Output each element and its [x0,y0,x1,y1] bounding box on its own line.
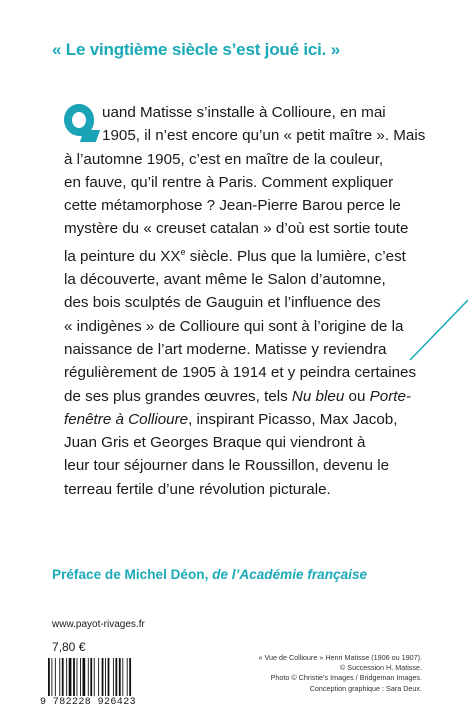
credit-line: Conception graphique : Sara Deux. [309,683,422,693]
blurb-line: en fauve, qu’il rentre à Paris. Comment expliquer [64,173,394,191]
superscript: e [180,246,186,257]
blurb-line: leur tour séjourner dans le Roussillon, devenu le [64,457,390,475]
publisher-url[interactable]: www.payot-rivages.fr [52,619,145,630]
blurb-line: des bois sculptés de Gauguin et l’influence des [64,294,381,312]
blurb-line: fenêtre à Collioure, inspirant Picasso, Max Jacob, [64,410,398,428]
blurb-line: « indigènes » de Collioure qui sont à l’origine de la [64,317,404,335]
work-title: Porte- [369,387,411,405]
blurb-line: uand Matisse s’installe à Collioure, en mai [102,104,386,121]
blurb-line: de ses plus grandes œuvres, tels Nu bleu ou Porte- [64,387,411,405]
barcode-digits: 9 782228 926423 [40,697,156,708]
blurb-line: Juan Gris et Georges Braque qui viendront à [64,434,366,452]
work-title: Nu bleu [291,387,345,405]
blurb-line: terreau fertile d’une révolution picturale. [64,480,331,498]
blurb-line: régulièrement de 1905 à 1914 et y peindra certaines [64,364,417,382]
price: 7,80 € [52,640,86,654]
work-title: fenêtre à Collioure [64,410,189,428]
blurb-line: la découverte, avant même le Salon d’automne, [64,271,386,289]
blurb-line: la peinture du XXe siècle. Plus que la lumière, c’est [64,246,406,265]
blurb-line: naissance de l’art moderne. Matisse y reviendra [64,340,387,358]
blurb-line: cette métamorphose ? Jean-Pierre Barou perce le [64,197,401,215]
credit-line: © Succession H. Matisse. [340,663,422,673]
image-credits [242,653,422,694]
blurb-line: mystère du « creuset catalan » d’où est sortie toute [64,220,409,238]
credit-line: Photo © Christie’s Images / Bridgeman Images. [270,673,422,683]
credit-line: « Vue de Collioure » Henri Matisse (1906 ou 1907). [258,653,422,662]
preface-credit: Préface de Michel Déon, de l’Académie française [52,567,368,582]
blurb-line: à l’automne 1905, c’est en maître de la couleur, [64,150,384,168]
headline-quote: « Le vingtième siècle s’est joué ici. » [52,40,340,59]
blurb-line: 1905, il n’est encore qu’un « petit maître ». Mais [102,127,426,145]
